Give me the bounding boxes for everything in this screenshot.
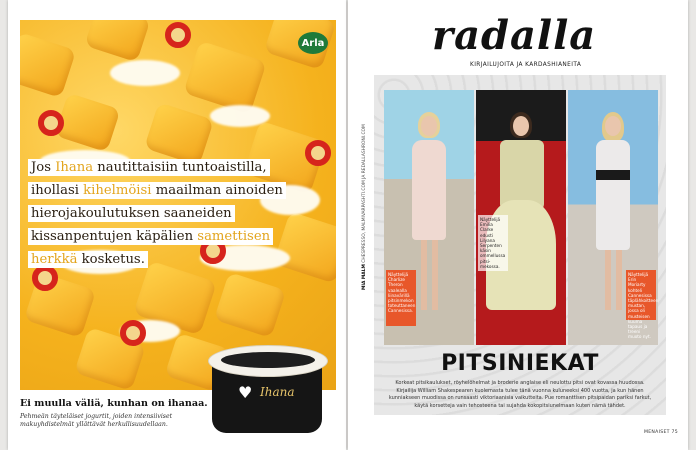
tagline-heading: Ei muulla väliä, kunhan on ihanaa. (20, 398, 208, 409)
ad-tagline (20, 398, 210, 429)
subhead: KIRJAILUJOITA JA KARDASHIANEITA (470, 62, 582, 68)
photo-erin-moriarty (568, 90, 658, 345)
ad-copy-line: ihollasi kihelmöisi maailman ainoiden (28, 182, 286, 199)
ad-copy-line: Jos Ihana nautittaisiin tuntoaistilla, (28, 159, 270, 176)
ad-copy-line: herkkä kosketus. (28, 251, 148, 268)
ad-copy-line: kissanpentujen käpälien samettisen (28, 228, 273, 245)
caption-emilia: Näyttelijä Emilia Clarke edusti Lilyana Serpenten käsin ommellussa pitsi-mekossa. (478, 215, 508, 271)
ad-copy (20, 150, 302, 277)
arla-logo: Arla (298, 32, 328, 54)
tagline-subline: Pehmeän täyteläiset jogurtit, joiden intensiiviset makuyhdistelmät yllättävät herkullisuudellaan. (20, 413, 173, 428)
article-title: PITSINIEKAT (441, 351, 599, 376)
caption-erin: Näyttelijä Erin Moriarty kohteli Cannesissa täplähkoitteen mustan, jossa oli musteisen kuuma tapaus ja treeni muoto nyt. (628, 272, 658, 340)
editorial-page (348, 0, 688, 450)
heart-icon: ♥ (238, 383, 253, 402)
product-brand: Ihana (260, 385, 295, 399)
ad-page (8, 0, 346, 450)
caption-charlize: Näyttelijä Charlize Theron vaalealla liinavärillä pitsinmekon toteuttaneen Cannesissa. (386, 270, 416, 326)
photo-emilia-clarke (476, 90, 566, 345)
photo-charlize-theron (384, 90, 474, 345)
fashion-panel (374, 75, 666, 415)
page-footer: MENAISET 75 (643, 430, 678, 435)
yogurt-cup-image (208, 345, 326, 435)
ad-copy-line: hierojakoulutuksen saaneiden (28, 205, 235, 222)
mango-yogurt-photo (20, 20, 336, 390)
article-body: Korkeat pitsikaulukset, röyhelöhelmat ja broderie anglaise eli neulottu pitsi ovat kovassa huudossa. Kirjailija William Shakespearen kuolemasta tulee tänä vuonna kuluneeksi 400 vuotta, ja kun hänen kunniakseen muodissa on runsaasti viktoriaanisia vaikutteita. Pue romanttisen pitsipaidan pariksi farkut, käytä korsetteja vain tehosteena tai sujahda kokopitsiunelmaan kuten nämä tähdet. (388, 380, 652, 409)
photo-credit: MIA MALM CHESPRESSO, MALMIVARPASHTI.COM JA REDALLASHRONI.COM (362, 124, 367, 290)
masthead: radalla (432, 12, 597, 59)
